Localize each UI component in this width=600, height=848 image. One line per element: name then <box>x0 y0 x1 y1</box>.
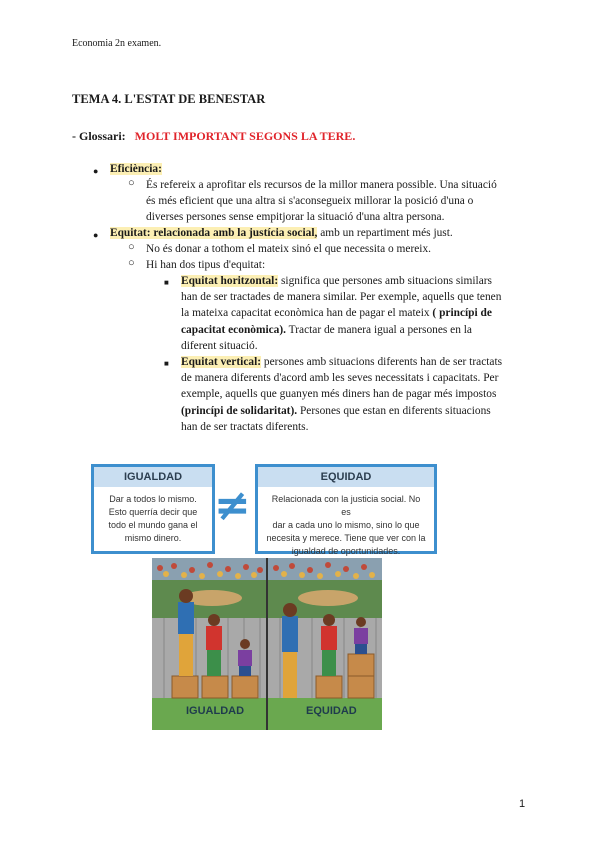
circle-bullet-icon: ○ <box>128 257 135 269</box>
igualdad-text-line: mismo dinero. <box>124 533 182 543</box>
vertical-definition <box>181 354 527 435</box>
eficiencia-term <box>110 161 162 177</box>
equidad-text-line: Relacionada con la justicia social. No es <box>271 494 421 517</box>
horitzontal-term: Equitat horitzontal: <box>181 275 279 287</box>
square-bullet-icon: ■ <box>164 278 169 287</box>
eficiencia-definition <box>146 177 527 226</box>
igualdad-text-line: todo el mundo gana el <box>108 520 198 530</box>
horitzontal-definition <box>181 273 527 354</box>
horitzontal-bold: ( princípi de <box>432 307 492 320</box>
vertical-text: Persones que estan en diferents situacions <box>297 404 491 417</box>
vertical-bold: (princípi de solidaritat). <box>181 404 298 417</box>
equidad-text-line: dar a cada uno lo mismo, sino lo que <box>272 520 420 530</box>
bullet-dot-icon: ● <box>93 230 99 240</box>
equidad-text-line: necesita y merece. Tiene que ver con la <box>266 533 426 543</box>
square-bullet-icon: ■ <box>164 359 169 368</box>
equitat-sub2: Hi han dos tipus d'equitat: <box>146 259 266 271</box>
eficiencia-line: És refereix a aprofitar els recursos de la millor manera possible. Una situació <box>146 179 497 191</box>
equidad-box <box>255 464 437 554</box>
equidad-text-line: igualdad de oportunidades. <box>291 546 401 556</box>
glossari-label: - Glossari: <box>72 129 126 143</box>
vertical-text: exemple, aquells que guanyen més diners han de pagar més impostos <box>181 388 497 401</box>
equitat-sub1: No és donar a tothom el mateix sinó el que necessita o mereix. <box>146 243 431 255</box>
page-title: TEMA 4. L'ESTAT DE BENESTAR <box>72 92 266 106</box>
circle-bullet-icon: ○ <box>128 177 135 189</box>
page-header: Economia 2n examen. <box>72 38 162 49</box>
horitzontal-text: diferent situació. <box>181 339 258 352</box>
igualdad-text-line: Dar a todos lo mismo. <box>109 494 197 504</box>
circle-bullet-icon: ○ <box>128 241 135 253</box>
equidad-box-text <box>258 487 434 564</box>
vertical-text: han de ser tractats diferents. <box>181 420 309 433</box>
glossari-note: MOLT IMPORTANT SEGONS LA TERE. <box>134 129 356 143</box>
equitat-line <box>110 225 453 241</box>
igualdad-box-text <box>94 487 212 551</box>
eficiencia-line: és més eficient que una altra si s'aconsegueix millorar la posició d'una o <box>146 195 474 208</box>
horitzontal-bold: capacitat econòmica). <box>181 323 287 336</box>
horitzontal-text: la mateixa capacitat econòmica han de pagar el mateix <box>181 307 433 320</box>
equitat-rest: amb un repartiment més just. <box>317 227 453 239</box>
page-number: 1 <box>519 798 526 810</box>
eficiencia-term-text: Eficiència: <box>110 163 162 175</box>
equidad-caption: EQUIDAD <box>306 705 357 717</box>
vertical-term: Equitat vertical: <box>181 356 262 368</box>
horitzontal-text: Tractar de manera igual a persones en la <box>286 323 472 336</box>
vertical-text: persones amb situacions diferents han de ser tractats <box>261 356 503 368</box>
equitat-term: Equitat: relacionada amb la justícia social, <box>110 227 318 239</box>
glossari-heading <box>72 129 355 144</box>
vertical-text: de manera diferents d'acord amb les seves necessitats i capacitats. Per <box>181 372 499 385</box>
igualdad-text-line: Esto querría decir que <box>108 507 198 517</box>
igualdad-box-title: IGUALDAD <box>94 467 212 487</box>
igualdad-box <box>91 464 215 554</box>
not-equal-icon: ≠ <box>214 480 251 531</box>
bullet-dot-icon: ● <box>93 166 99 176</box>
horitzontal-text: significa que persones amb situacions similars <box>278 275 492 287</box>
horitzontal-text: han de ser tractades de manera similar. Per exemple, aquells que tenen <box>181 291 502 304</box>
equidad-box-title: EQUIDAD <box>258 467 434 487</box>
eficiencia-line: diverses persones sense empitjorar la situació d'una altra persona. <box>146 211 445 224</box>
igualdad-caption: IGUALDAD <box>186 705 245 717</box>
